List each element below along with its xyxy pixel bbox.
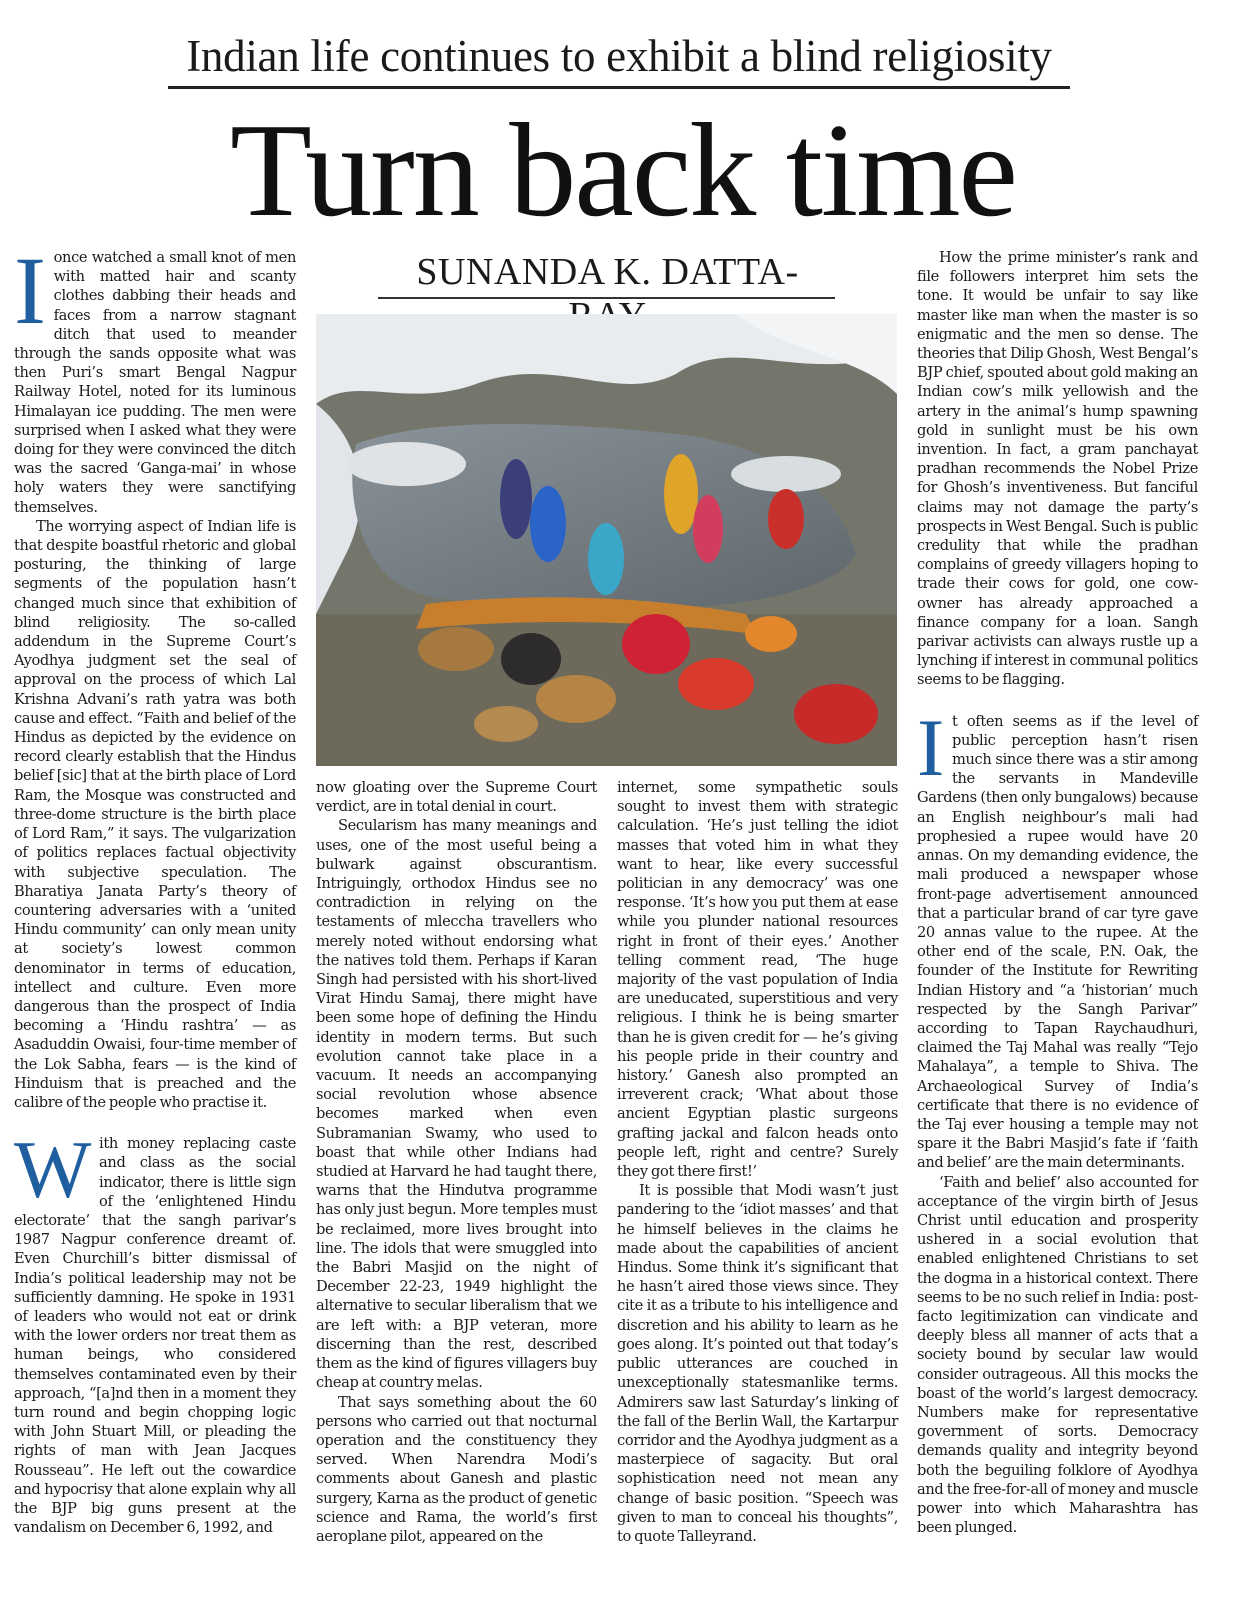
photo-illustration <box>316 314 897 766</box>
headline: Turn back time <box>230 96 1016 244</box>
drop-cap: W <box>14 1124 92 1216</box>
article-photo <box>316 314 897 766</box>
paragraph-3: With money replacing caste and class as the social indicator, there is little sign of the ‘enlightened Hindu electorate’ that the sangh parivar’s 1987 Nagpur conference dreamt of. Even Churchill’s bitter dismissal of India’s political leadership may not be sufficiently damning. He spoke in 1931 of leaders who would not eat or drink with the lower orders nor treat them as human beings, who considered themselves contaminated even by their approach, “[a]nd then in a moment they turn round and begin chopping logic with John Stuart Mill, or pleading the rights of man with Jean Jacques Rousseau”. He left out the cowardice and hypocrisy that alone explain why all the BJP big guns present at the vandalism on December 6, 1992, and <box>14 1124 296 1537</box>
drop-cap: I <box>917 701 944 793</box>
column-2 <box>316 778 597 1546</box>
paragraph-10: It often seems as if the level of public perception hasn’t risen much since there was a stir among the servants in Mandeville Gardens (then only bungalows) because an English neighbour’s mali had prophesied a rupee would have 20 annas. On my demanding evidence, the mali produced a newspaper whose front-page advertisement announced that a particular brand of car tyre gave 20 annas value to the rupee. At the other end of the scale, P.N. Oak, the founder of the Institute for Rewriting Indian History and “a ‘historian’ much respected by the Sangh Parivar” according to Tapan Raychaudhuri, claimed the Taj Mahal was really “Tejo Mahalaya”, a temple to Shiva. The Archaeological Survey of India’s certificate that there is no evidence of the Taj ever housing a temple may not spare it the Babri Masjid’s fate if ‘faith and belief’ are the main determinants. <box>917 701 1198 1172</box>
column-4 <box>917 248 1198 1537</box>
kicker-rule <box>168 86 1070 89</box>
paragraph-8: It is possible that Modi wasn’t just pandering to the ‘idiot masses’ and that he himself believes in the claims he made about the capabilities of ancient Hindus. Some think it’s significant that he hasn’t aired those views since. They cite it as a tribute to his intelligence and discretion and his ability to learn as he goes along. It’s pointed out that today’s public utterances are couched in unexceptionally statesmanlike terms. Admirers saw last Saturday’s linking of the fall of the Berlin Wall, the Kartarpur corridor and the Ayodhya judgment as a masterpiece of sagacity. But oral sophistication need not mean any change of basic position. “Speech was given to man to conceal his thoughts”, to quote Talleyrand. <box>617 1182 898 1545</box>
paragraph-9: How the prime minister’s rank and file followers interpret him sets the tone. It would be unfair to say like master like man when the master is so enigmatic and the men so dense. The theories that Dilip Ghosh, West Bengal’s BJP chief, spouted about gold making an Indian cow’s milk yellowish and the artery in the animal’s hump spawning gold in sunlight must be his own invention. In fact, a gram panchayat pradhan recommends the Nobel Prize for Ghosh’s inventiveness. But fanciful claims may not damage the party’s prospects in West Bengal. Such is public credulity that while the pradhan complains of greedy villagers hoping to trade their cows for gold, one cow-owner has already approached a finance company for a loan. Sangh parivar activists can always rustle up a lynching if interest in communal politics seems to be flagging. <box>917 249 1198 689</box>
paragraph-11: ‘Faith and belief’ also accounted for acceptance of the virgin birth of Jesus Christ until education and prosperity ushered in a social evolution that enabled enlightened Christians to set the dogma in a historical context. There seems to be no such relief in India: post-facto legitimization can vindicate and deeply bless all manner of acts that a society bound by secular law would consider outrageous. All this mocks the boast of the world’s largest democracy. Numbers make for representative government of sorts. Democracy demands quality and integrity beyond both the beguiling folklore of Ayodhya and the free-for-all of money and muscle power into which Maharashtra has been plunged. <box>917 1173 1198 1537</box>
drop-cap: I <box>14 237 46 344</box>
column-1 <box>14 237 296 1537</box>
paragraph-6: That says something about the 60 persons who carried out that nocturnal operation and the constituency they served. When Narendra Modi’s comments about Ganesh and plastic surgery, Karna as the product of genetic science and Rama, the world’s first aeroplane pilot, appeared on the <box>316 1393 597 1545</box>
paragraph-2: The worrying aspect of Indian life is that despite boastful rhetoric and global posturing, the thinking of large segments of the population hasn’t changed much since that exhibition of blind religiosity. The so-called addendum in the Supreme Court’s Ayodhya judgment set the seal of approval on the process of which Lal Krishna Advani’s rath yatra was both cause and effect. “Faith and belief of the Hindus as depicted by the evidence on record clearly establish that the Hindus belief [sic] that at the birth place of Lord Ram, the Mosque was constructed and three-dome structure is the birth place of Lord Ram,” it says. The vulgarization of politics replaces factual objectivity with subjective speculation. The Bharatiya Janata Party’s theory of countering adversaries with a ‘united Hindu community’ can only mean unity at society’s lowest common denominator in terms of education, intellect and culture. Even more dangerous than the prospect of India becoming a ‘Hindu rashtra’ — as Asaduddin Owaisi, four-time member of the Lok Sabha, fears — is the kind of Hinduism that is preached and the calibre of the people who practise it. <box>14 517 296 1111</box>
byline: SUNANDA K. DATTA- <box>416 251 799 293</box>
paragraph-7: internet, some sympathetic souls sought to invest them with strategic calculation. ‘He’s just telling the idiot masses that voted him in what they want to hear, like every successful politician in any democracy’ was one response. ‘It’s how you put them at ease while you plunder national resources right in front of their eyes.’ Another telling comment read, ‘The huge majority of the vast population of India are uneducated, superstitious and very religious. I think he is being smarter than he is given credit for — he’s giving his people pride in their country and history.’ Ganesh also prompted an irreverent crack; ‘What about those ancient Egyptian plastic surgeons grafting jackal and falcon heads onto people left, right and centre? Surely they got there first!’ <box>617 779 898 1181</box>
column-3 <box>617 778 898 1546</box>
byline-rule <box>378 297 835 299</box>
kicker: Indian life continues to exhibit a blind religiosity <box>186 31 1052 81</box>
paragraph-5: Secularism has many meanings and uses, one of the most useful being a bulwark against obscurantism. Intriguingly, orthodox Hindus see no contradiction in relying on the testaments of mleccha travellers who merely noted without endorsing what the natives told them. Perhaps if Karan Singh had persisted with his short-lived Virat Hindu Samaj, there might have been some hope of defining the Hindu identity in modern terms. But such evolution cannot take place in a vacuum. It needs an accompanying social revolution whose absence becomes marked when even Subramanian Swamy, who used to boast that while other Indians had studied at Harvard he had taught there, warns that the Hindutva programme has only just begun. More temples must be reclaimed, more lives brought into line. The idols that were smuggled into the Babri Masjid on the night of December 22-23, 1949 highlight the alternative to secular liberalism that we are left with: a BJP veteran, more discerning than the rest, described them as the kind of figures villagers buy cheap at country melas. <box>316 817 597 1392</box>
paragraph-4: now gloating over the Supreme Court verdict, are in total denial in court. <box>316 779 597 816</box>
paragraph-1: Ionce watched a small knot of men with matted hair and scanty clothes dabbing their heads and faces from a narrow stagnant ditch that used to meander through the sands opposite what was then Puri’s smart Bengal Nagpur Railway Hotel, noted for its luminous Himalayan ice pudding. The men were surprised when I asked what they were doing for they were convinced the ditch was the sacred ‘Ganga-mai’ in whose holy waters they were sanctifying themselves. <box>14 237 296 516</box>
